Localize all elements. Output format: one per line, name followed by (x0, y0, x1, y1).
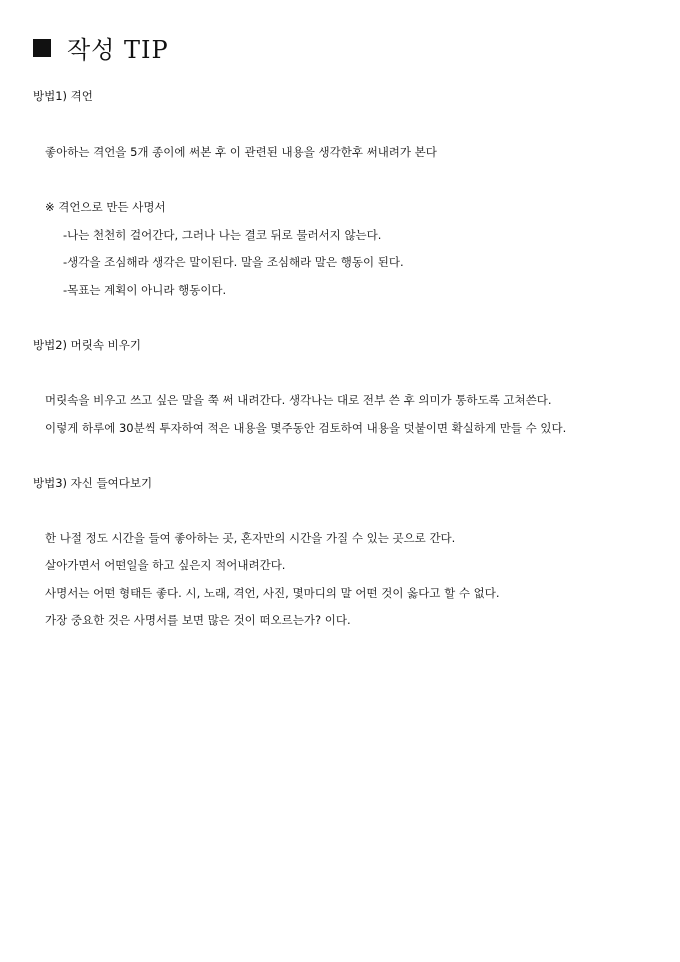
document-title-text: 작성 TIP (67, 36, 169, 64)
motto-item: -목표는 계획이 아니라 행동이다. (63, 283, 227, 297)
paragraph-line: 이렇게 하루에 30분씩 투자하여 적은 내용을 몇주동안 검토하여 내용을 덧붙이면 확실하게 만들 수 있다. (45, 421, 567, 435)
motto-item: -생각을 조심해라 생각은 말이된다. 말을 조심해라 말은 행동이 된다. (63, 255, 404, 269)
section-heading-method-3: 방법3) 자신 들여다보기 (33, 476, 153, 490)
motto-mission-label: ※ 격언으로 만든 사명서 (45, 200, 166, 214)
motto-item: -나는 천천히 걸어간다, 그러나 나는 결코 뒤로 물러서지 않는다. (63, 228, 382, 242)
document-title (33, 30, 169, 65)
paragraph-line: 좋아하는 격언을 5개 종이에 써본 후 이 관련된 내용을 생각한후 써내려가 본다 (45, 145, 437, 159)
section-heading-method-2: 방법2) 머릿속 비우기 (33, 338, 141, 352)
paragraph-line: 살아가면서 어떤일을 하고 싶은지 적어내려간다. (45, 558, 286, 572)
paragraph-line: 사명서는 어떤 형태든 좋다. 시, 노래, 격언, 사진, 몇마디의 말 어떤 것이 옳다고 할 수 없다. (45, 586, 500, 600)
paragraph-line: 머릿속을 비우고 쓰고 싶은 말을 쭉 써 내려간다. 생각나는 대로 전부 쓴 후 의미가 통하도록 고쳐쓴다. (45, 393, 552, 407)
paragraph-line: 한 나절 정도 시간을 들여 좋아하는 곳, 혼자만의 시간을 가질 수 있는 곳으로 간다. (45, 531, 456, 545)
paragraph-line: 가장 중요한 것은 사명서를 보면 많은 것이 떠오르는가? 이다. (45, 613, 351, 627)
section-heading-method-1: 방법1) 격언 (33, 89, 93, 103)
black-square-icon (33, 39, 51, 57)
